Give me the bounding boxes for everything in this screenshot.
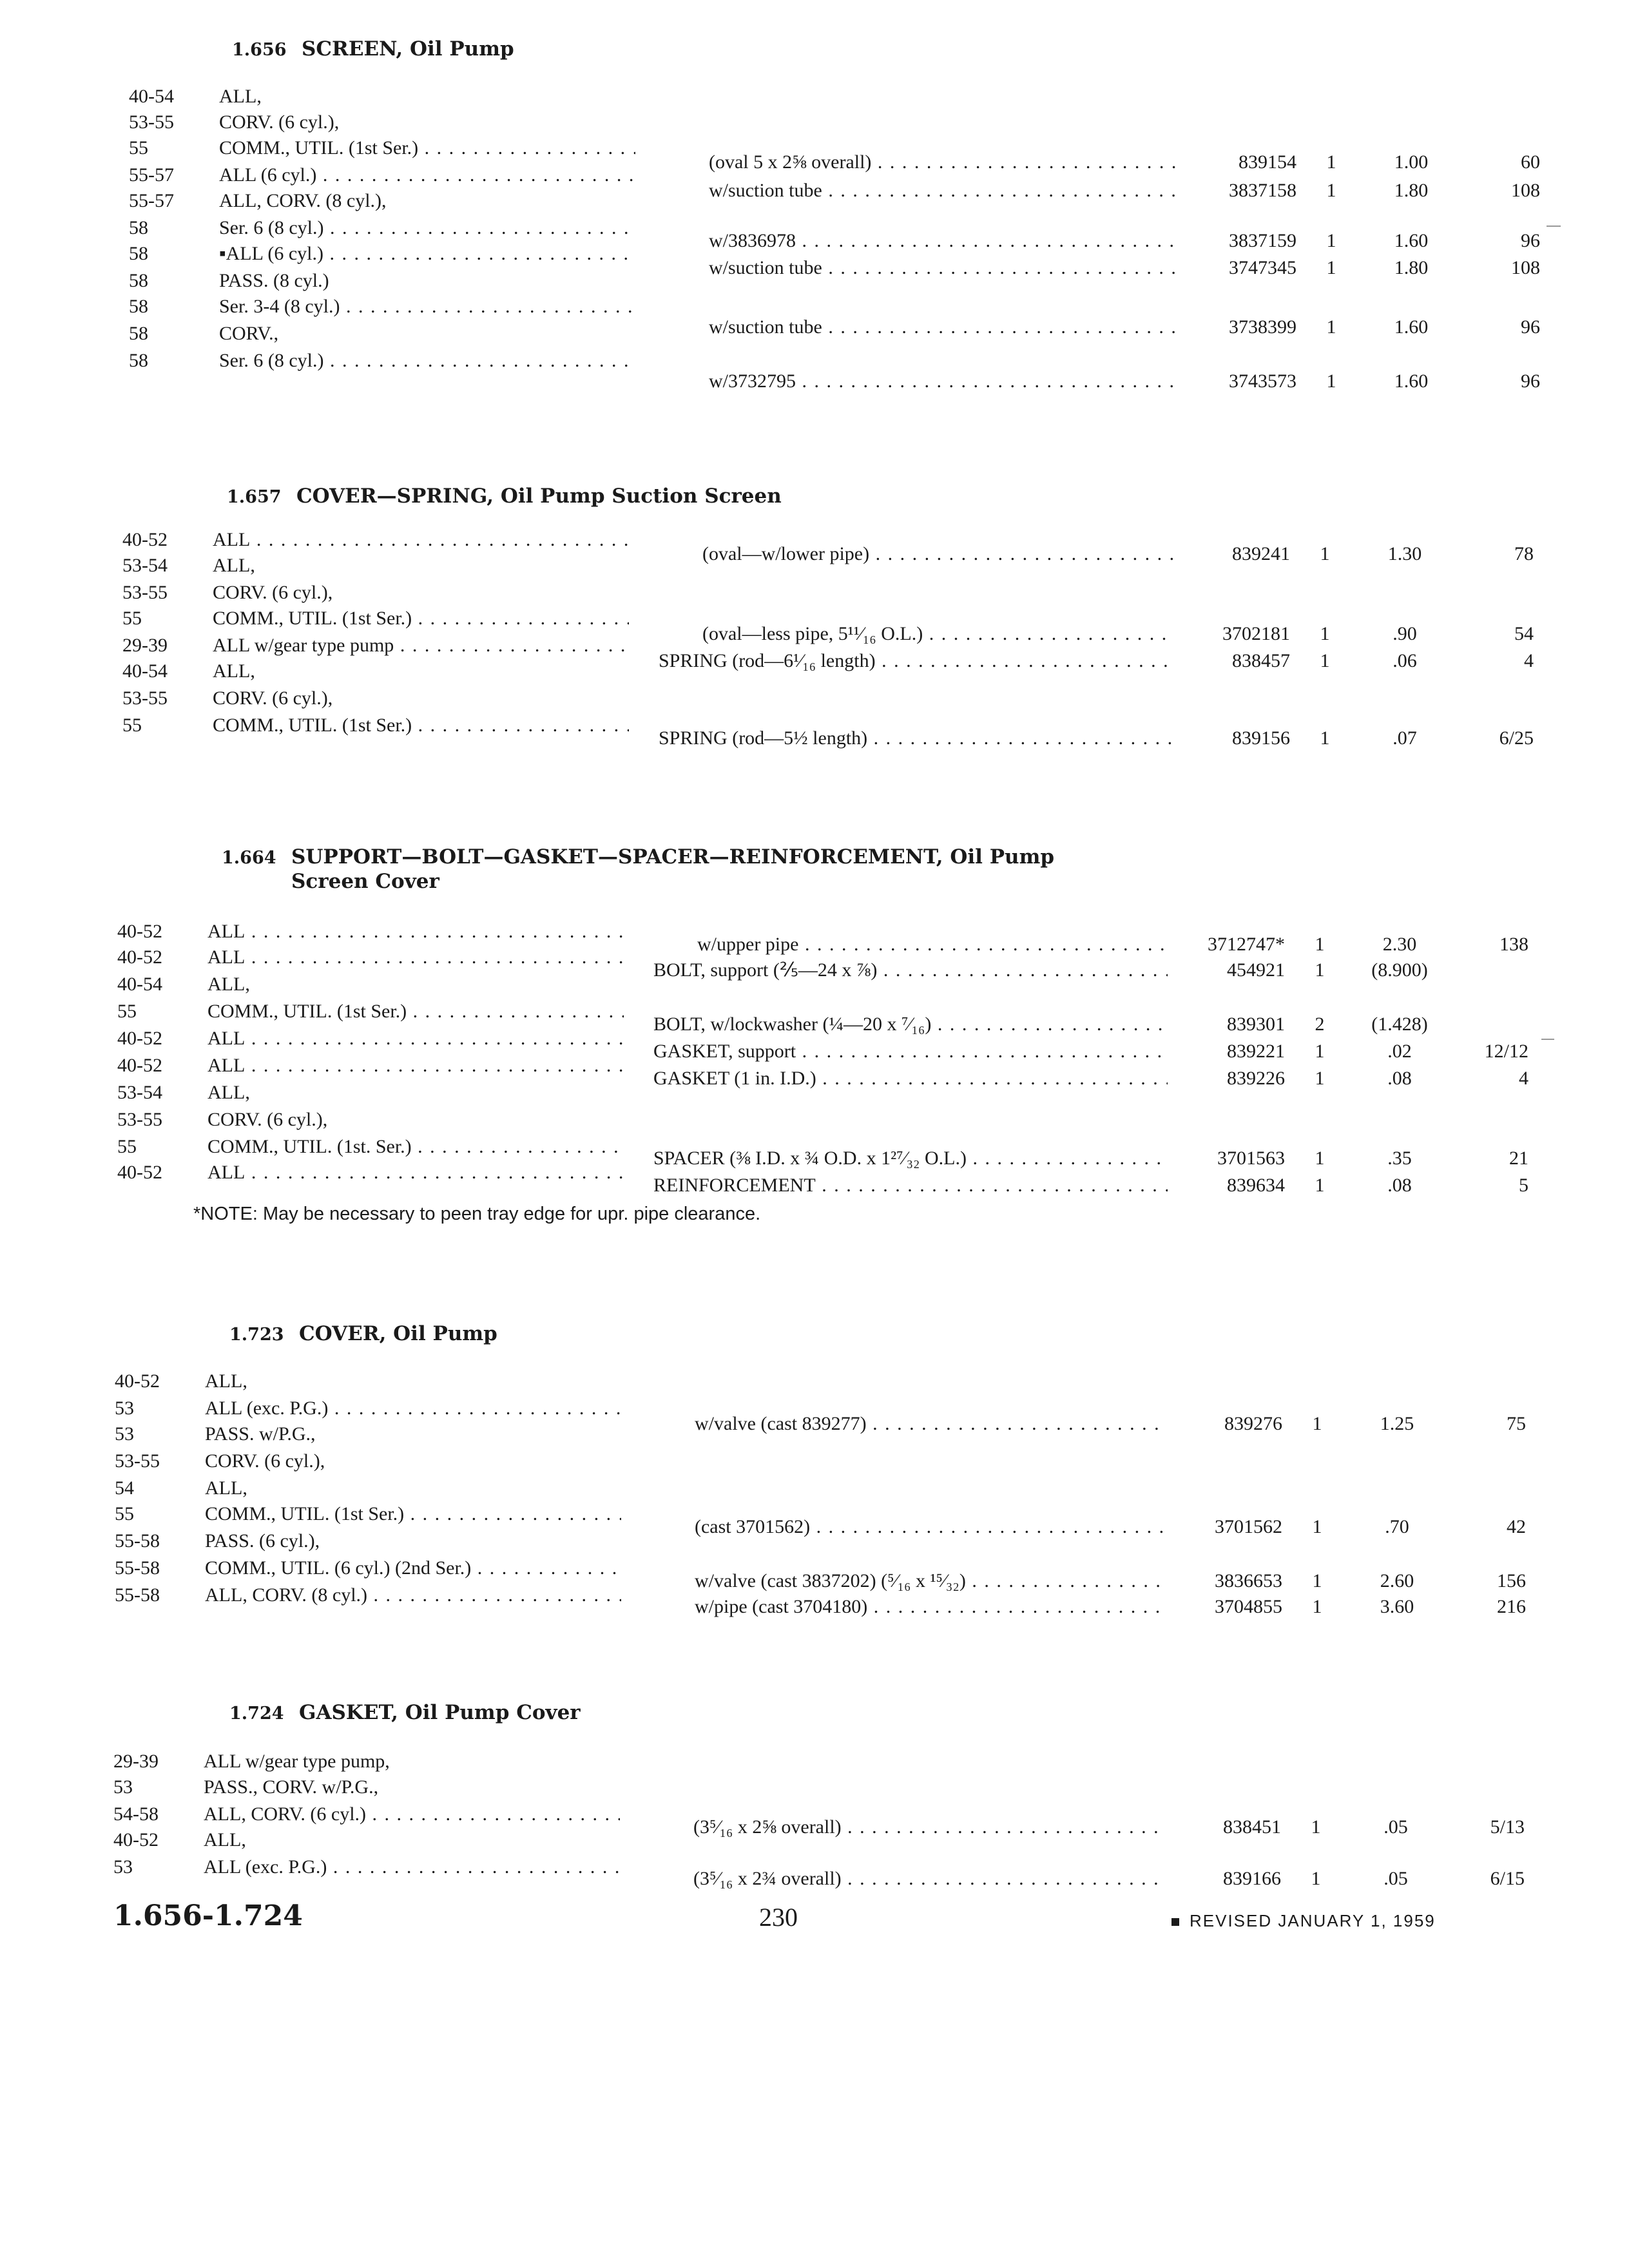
extended: 96 [1521, 230, 1540, 251]
model-desc: CORV. (6 cyl.), [213, 687, 333, 709]
quantity: 1 [1315, 1068, 1325, 1089]
revision-mark-icon [1171, 1918, 1179, 1926]
part-number: 3747345 [1229, 257, 1296, 278]
revision-note [1171, 1911, 1436, 1931]
model-desc: ALL . . . [207, 1160, 624, 1186]
part-number: 454921 [1227, 959, 1285, 981]
years: 53 [113, 1776, 133, 1798]
part-number: 838451 [1223, 1816, 1281, 1838]
part-number: 3837158 [1229, 180, 1296, 201]
quantity: 2 [1315, 1014, 1325, 1035]
part-number: 3836653 [1215, 1570, 1282, 1591]
part-desc: (3⁵⁄₁₆ x 2⅝ overall) . . . [693, 1814, 1164, 1840]
footnote: *NOTE: May be necessary to peen tray edge for upr. pipe clearance. [193, 1204, 761, 1224]
extended: 108 [1511, 257, 1540, 278]
model-desc: COMM., UTIL. (1st Ser.) . . . [205, 1501, 621, 1527]
price: .07 [1393, 727, 1417, 749]
part-desc: w/suction tube . . . [709, 314, 1179, 340]
price: .05 [1383, 1868, 1408, 1889]
price: 2.60 [1380, 1570, 1414, 1591]
years: 40-52 [115, 1370, 160, 1392]
part-desc: GASKET (1 in. I.D.) . . . [653, 1066, 1168, 1091]
part-number: 839156 [1232, 727, 1290, 749]
part-number: 3738399 [1229, 316, 1296, 338]
quantity: 1 [1312, 1596, 1322, 1617]
section-number: 1.656 [232, 40, 287, 60]
model-desc: ALL . . . [207, 945, 624, 970]
years: 40-52 [117, 1162, 162, 1183]
section-title: SUPPORT—BOLT—GASKET—SPACER—REINFORCEMENT, Oil Pump [291, 845, 1055, 869]
part-desc: BOLT, w/lockwasher (¼—20 x ⁷⁄₁₆) . . . [653, 1012, 1168, 1037]
years: 58 [129, 350, 148, 371]
years: 40-54 [129, 86, 174, 107]
price: .70 [1385, 1516, 1409, 1537]
model-desc: ALL, CORV. (8 cyl.) . . . [205, 1582, 621, 1608]
years: 58 [129, 270, 148, 291]
years: 55-58 [115, 1584, 160, 1606]
price: .90 [1393, 623, 1417, 644]
quantity: 1 [1312, 1570, 1322, 1591]
model-desc: ALL w/gear type pump, [204, 1751, 390, 1772]
part-number: 3704855 [1215, 1596, 1282, 1617]
years: 53-55 [122, 687, 168, 709]
part-number: 839276 [1224, 1413, 1282, 1434]
quantity: 1 [1311, 1868, 1321, 1889]
section-number: 1.657 [227, 487, 282, 507]
price: .08 [1387, 1175, 1412, 1196]
price: .08 [1387, 1068, 1412, 1089]
years: 55 [115, 1503, 134, 1524]
section-title: COVER—SPRING, Oil Pump Suction Screen [296, 485, 782, 508]
years: 58 [129, 296, 148, 317]
model-desc: ALL, [204, 1829, 246, 1850]
quantity: 1 [1315, 959, 1325, 981]
price: 2.30 [1382, 934, 1417, 955]
section-heading [222, 845, 1054, 893]
years: 58 [129, 243, 148, 264]
years: 54 [115, 1477, 134, 1499]
quantity: 1 [1320, 727, 1330, 749]
quantity: 1 [1326, 230, 1336, 251]
section-heading [229, 1701, 581, 1725]
quantity: 1 [1312, 1413, 1322, 1434]
extended: 96 [1521, 370, 1540, 392]
years: 55 [117, 1136, 137, 1157]
model-desc: Ser. 3-4 (8 cyl.) . . . [219, 294, 635, 320]
price: .02 [1387, 1041, 1412, 1062]
section-title: GASKET, Oil Pump Cover [299, 1701, 581, 1724]
part-desc: (oval—w/lower pipe) . . . [702, 541, 1173, 567]
years: 40-52 [117, 921, 162, 942]
quantity: 1 [1326, 370, 1336, 392]
years: 53-55 [129, 111, 174, 133]
part-desc: SPRING (rod—6¹⁄₁₆ length) . . . [659, 648, 1173, 674]
years: 40-54 [117, 974, 162, 995]
extended: 21 [1509, 1148, 1528, 1169]
years: 40-52 [117, 1028, 162, 1049]
scan-speck [1541, 1039, 1554, 1040]
model-desc: CORV. (6 cyl.), [205, 1450, 325, 1472]
model-desc: ALL, [205, 1477, 247, 1499]
years: 55 [117, 1001, 137, 1022]
extended: 138 [1499, 934, 1528, 955]
part-number: 3701563 [1217, 1148, 1285, 1169]
years: 53-54 [122, 555, 168, 576]
part-desc: (oval 5 x 2⅝ overall) . . . [709, 149, 1179, 175]
price: 1.80 [1394, 257, 1429, 278]
years: 29-39 [122, 635, 168, 656]
extended: 156 [1497, 1570, 1526, 1591]
part-number: 839166 [1223, 1868, 1281, 1889]
section-heading [229, 1322, 497, 1347]
model-desc: ALL, [219, 86, 262, 107]
page-range: 1.656-1.724 [113, 1899, 303, 1932]
part-number: 839154 [1239, 151, 1296, 173]
years: 55-57 [129, 190, 174, 211]
part-desc: REINFORCEMENT . . . [653, 1173, 1168, 1198]
quantity: 1 [1315, 1041, 1325, 1062]
section-heading [232, 37, 514, 62]
part-number: 3743573 [1229, 370, 1296, 392]
model-desc: CORV., [219, 323, 279, 344]
section-heading [227, 485, 782, 509]
model-desc: ALL, CORV. (8 cyl.), [219, 190, 387, 211]
years: 40-52 [117, 947, 162, 968]
section-number: 1.723 [229, 1325, 284, 1345]
years: 53 [115, 1398, 134, 1419]
years: 58 [129, 323, 148, 344]
model-desc: COMM., UTIL. (1st. Ser.) . . . [207, 1134, 624, 1160]
extended: 216 [1497, 1596, 1526, 1617]
quantity: 1 [1320, 623, 1330, 644]
model-desc: ALL (6 cyl.) . . . [219, 162, 635, 188]
quantity: 1 [1315, 1148, 1325, 1169]
years: 40-52 [117, 1055, 162, 1076]
part-number: 838457 [1232, 650, 1290, 671]
part-desc: w/valve (cast 839277) . . . [695, 1411, 1165, 1437]
extended: 5 [1519, 1175, 1528, 1196]
extended: 12/12 [1484, 1041, 1528, 1062]
model-desc: COMM., UTIL. (6 cyl.) (2nd Ser.) . . . [205, 1555, 621, 1581]
model-desc: ALL . . . [207, 919, 624, 945]
price: .35 [1387, 1148, 1412, 1169]
model-desc: ALL w/gear type pump . . . [213, 633, 629, 658]
part-desc: (cast 3701562) . . . [695, 1514, 1165, 1540]
extended: 6/25 [1499, 727, 1534, 749]
model-desc: PASS., CORV. w/P.G., [204, 1776, 379, 1798]
price: .06 [1393, 650, 1417, 671]
page-number: 230 [759, 1903, 798, 1932]
model-desc: ALL, [207, 1082, 250, 1103]
quantity: 1 [1326, 257, 1336, 278]
model-desc: COMM., UTIL. (1st Ser.) . . . [207, 999, 624, 1024]
section-title: COVER, Oil Pump [299, 1322, 497, 1345]
quantity: 1 [1320, 650, 1330, 671]
years: 53-54 [117, 1082, 162, 1103]
model-desc: ALL, [205, 1370, 247, 1392]
part-desc: w/upper pipe . . . [697, 932, 1168, 957]
model-desc: COMM., UTIL. (1st Ser.) . . . [213, 713, 629, 738]
years: 55-58 [115, 1530, 160, 1552]
price: 1.25 [1380, 1413, 1414, 1434]
extended: 108 [1511, 180, 1540, 201]
section-number: 1.724 [229, 1704, 284, 1724]
part-desc: (oval—less pipe, 5¹¹⁄₁₆ O.L.) . . . [702, 621, 1173, 647]
model-desc: Ser. 6 (8 cyl.) . . . [219, 348, 635, 374]
model-desc: ALL, [207, 974, 250, 995]
extended: 78 [1514, 543, 1534, 564]
model-desc: ALL . . . [207, 1026, 624, 1052]
years: 54-58 [113, 1803, 159, 1825]
years: 55-57 [129, 164, 174, 186]
extended: 96 [1521, 316, 1540, 338]
years: 55 [122, 715, 142, 736]
quantity: 1 [1326, 316, 1336, 338]
quantity: 1 [1326, 151, 1336, 173]
years: 40-52 [122, 529, 168, 550]
quantity: 1 [1315, 1175, 1325, 1196]
years: 55 [122, 608, 142, 629]
years: 53-55 [117, 1109, 162, 1130]
extended: 5/13 [1490, 1816, 1525, 1838]
price: 1.80 [1394, 180, 1429, 201]
part-desc: SPRING (rod—5½ length) . . . [659, 726, 1173, 751]
model-desc: ALL, [213, 660, 255, 682]
years: 40-52 [113, 1829, 159, 1850]
part-desc: w/valve (cast 3837202) (⁵⁄₁₆ x ¹⁵⁄₃₂) . . . [695, 1568, 1165, 1594]
part-number: 3702181 [1222, 623, 1290, 644]
price: 1.60 [1394, 230, 1429, 251]
price: 1.60 [1394, 316, 1429, 338]
years: 55-58 [115, 1557, 160, 1579]
revision-text: REVISED JANUARY 1, 1959 [1190, 1911, 1436, 1930]
model-desc: PASS. (6 cyl.), [205, 1530, 320, 1552]
part-desc: GASKET, support . . . [653, 1039, 1168, 1064]
model-desc: PASS. w/P.G., [205, 1423, 316, 1445]
part-number: 3712747* [1208, 934, 1285, 955]
price: 3.60 [1380, 1596, 1414, 1617]
model-desc: ALL . . . [213, 527, 629, 553]
part-number: 839226 [1227, 1068, 1285, 1089]
price: .05 [1383, 1816, 1408, 1838]
model-desc: ALL, CORV. (6 cyl.) . . . [204, 1802, 620, 1827]
model-desc: CORV. (6 cyl.), [207, 1109, 328, 1130]
model-desc: COMM., UTIL. (1st Ser.) . . . [213, 606, 629, 631]
model-desc: CORV. (6 cyl.), [213, 582, 333, 603]
part-number: 839221 [1227, 1041, 1285, 1062]
part-number: 839634 [1227, 1175, 1285, 1196]
extended: 4 [1524, 650, 1534, 671]
part-desc: BOLT, support (⅖—24 x ⅞) . . . [653, 957, 1168, 983]
quantity: 1 [1326, 180, 1336, 201]
price: 1.00 [1394, 151, 1429, 173]
model-desc: COMM., UTIL. (1st Ser.) . . . [219, 135, 635, 161]
years: 53-55 [115, 1450, 160, 1472]
years: 40-54 [122, 660, 168, 682]
extended: 42 [1507, 1516, 1526, 1537]
model-desc: ALL, [213, 555, 255, 576]
years: 29-39 [113, 1751, 159, 1772]
extended: 75 [1507, 1413, 1526, 1434]
price: 1.30 [1387, 543, 1422, 564]
part-number: 3701562 [1215, 1516, 1282, 1537]
model-desc: ALL (exc. P.G.) . . . [204, 1854, 620, 1880]
part-desc: w/pipe (cast 3704180) . . . [695, 1594, 1165, 1620]
section-title: SCREEN, Oil Pump [302, 37, 514, 61]
part-number: 839241 [1232, 543, 1290, 564]
part-desc: w/3836978 . . . [709, 228, 1179, 254]
price: 1.60 [1394, 370, 1429, 392]
section-number: 1.664 [222, 848, 276, 868]
part-number: 3837159 [1229, 230, 1296, 251]
years: 53-55 [122, 582, 168, 603]
model-desc: Ser. 6 (8 cyl.) . . . [219, 215, 635, 241]
part-desc: w/suction tube . . . [709, 255, 1179, 281]
extended: 4 [1519, 1068, 1528, 1089]
years: 53 [115, 1423, 134, 1445]
scan-speck [1547, 226, 1561, 227]
model-desc: ALL (exc. P.G.) . . . [205, 1396, 621, 1421]
quantity: 1 [1311, 1816, 1321, 1838]
extended: 60 [1521, 151, 1540, 173]
years: 58 [129, 217, 148, 238]
years: 53 [113, 1856, 133, 1878]
model-desc: ALL . . . [207, 1053, 624, 1079]
quantity: 1 [1320, 543, 1330, 564]
part-number: 839301 [1227, 1014, 1285, 1035]
model-desc: PASS. (8 cyl.) [219, 270, 329, 291]
extended: 54 [1514, 623, 1534, 644]
section-subtitle: Screen Cover [291, 870, 439, 893]
price: (1.428) [1371, 1014, 1428, 1035]
model-desc: CORV. (6 cyl.), [219, 111, 340, 133]
price: (8.900) [1371, 959, 1428, 981]
quantity: 1 [1315, 934, 1325, 955]
part-desc: SPACER (⅜ I.D. x ¾ O.D. x 1²⁷⁄₃₂ O.L.) . . . [653, 1146, 1168, 1171]
part-desc: w/3732795 . . . [709, 369, 1179, 394]
part-desc: (3⁵⁄₁₆ x 2¾ overall) . . . [693, 1866, 1164, 1892]
model-desc: ▪ALL (6 cyl.) . . . [219, 241, 635, 267]
quantity: 1 [1312, 1516, 1322, 1537]
years: 55 [129, 137, 148, 159]
part-desc: w/suction tube . . . [709, 178, 1179, 204]
extended: 6/15 [1490, 1868, 1525, 1889]
